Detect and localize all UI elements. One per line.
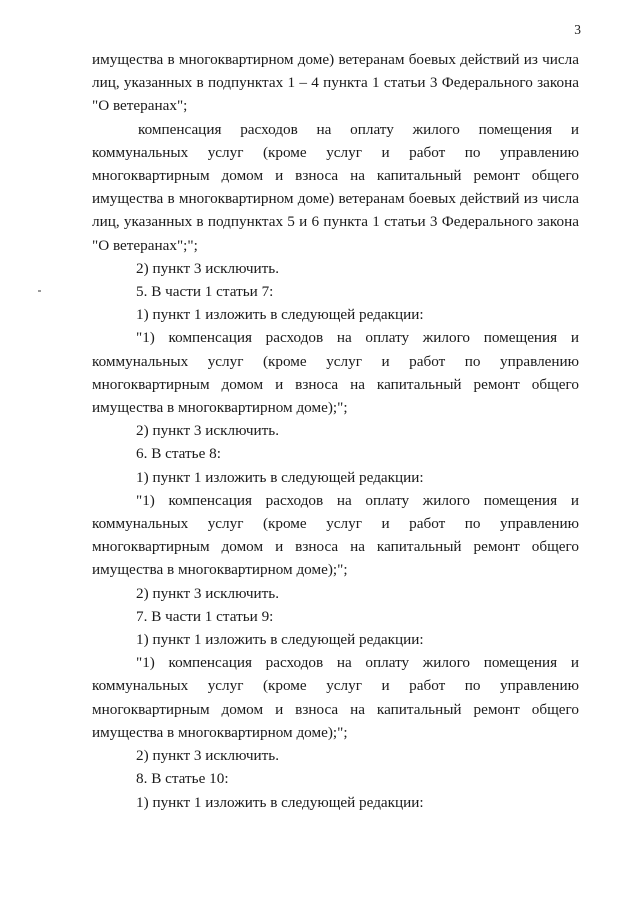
paragraph-clause: 1) пункт 1 изложить в следующей редакции: xyxy=(136,468,424,486)
document-body xyxy=(92,48,579,814)
paragraph-quoted-text: "1) компенсация расходов на оплату жилого помещения и коммунальных услуг (кроме услуг и работ по управлению многоквартирным домом и взноса на капитальный ремонт общего имущества в многоквартирном доме);"; xyxy=(92,491,579,579)
paragraph-compensation-veterans: компенсация расходов на оплату жилого помещения и коммунальных услуг (кроме услуг и работ по управлению многоквартирным домом и взноса на капитальный ремонт общего имущества в многоквартирном доме) ветеранам боевых действий из числа лиц, указанных в подпунктах 5 и 6 пункта 1 статьи 3 Федерального закона "О ветеранах";"; xyxy=(92,120,579,254)
paragraph-quoted-text: "1) компенсация расходов на оплату жилого помещения и коммунальных услуг (кроме услуг и работ по управлению многоквартирным домом и взноса на капитальный ремонт общего имущества в многоквартирном доме);"; xyxy=(92,329,579,417)
paragraph-clause: 1) пункт 1 изложить в следующей редакции: xyxy=(136,631,424,649)
paragraph-section-heading: 5. В части 1 статьи 7: xyxy=(136,283,274,301)
paragraph-section-heading: 6. В статье 8: xyxy=(136,445,221,463)
paragraph-section-heading: 8. В статье 10: xyxy=(136,770,229,788)
paragraph-section-heading: 7. В части 1 статьи 9: xyxy=(136,607,274,625)
paragraph-continuation: имущества в многоквартирном доме) ветеранам боевых действий из числа лиц, указанных в подпунктах 1 – 4 пункта 1 статьи 3 Федерального закона "О ветеранах"; xyxy=(92,51,579,115)
paragraph-clause: 2) пункт 3 исключить. xyxy=(136,422,280,440)
paragraph-clause: 2) пункт 3 исключить. xyxy=(136,584,280,602)
paragraph-clause: 1) пункт 1 изложить в следующей редакции: xyxy=(136,793,424,811)
paragraph-clause: 1) пункт 1 изложить в следующей редакции: xyxy=(136,306,424,324)
scan-edge-mark xyxy=(38,290,41,292)
paragraph-clause: 2) пункт 3 исключить. xyxy=(136,259,280,277)
paragraph-clause: 2) пункт 3 исключить. xyxy=(136,747,280,765)
paragraph-quoted-text: "1) компенсация расходов на оплату жилого помещения и коммунальных услуг (кроме услуг и работ по управлению многоквартирным домом и взноса на капитальный ремонт общего имущества в многоквартирном доме);"; xyxy=(92,654,579,741)
page-number: 3 xyxy=(574,22,581,37)
